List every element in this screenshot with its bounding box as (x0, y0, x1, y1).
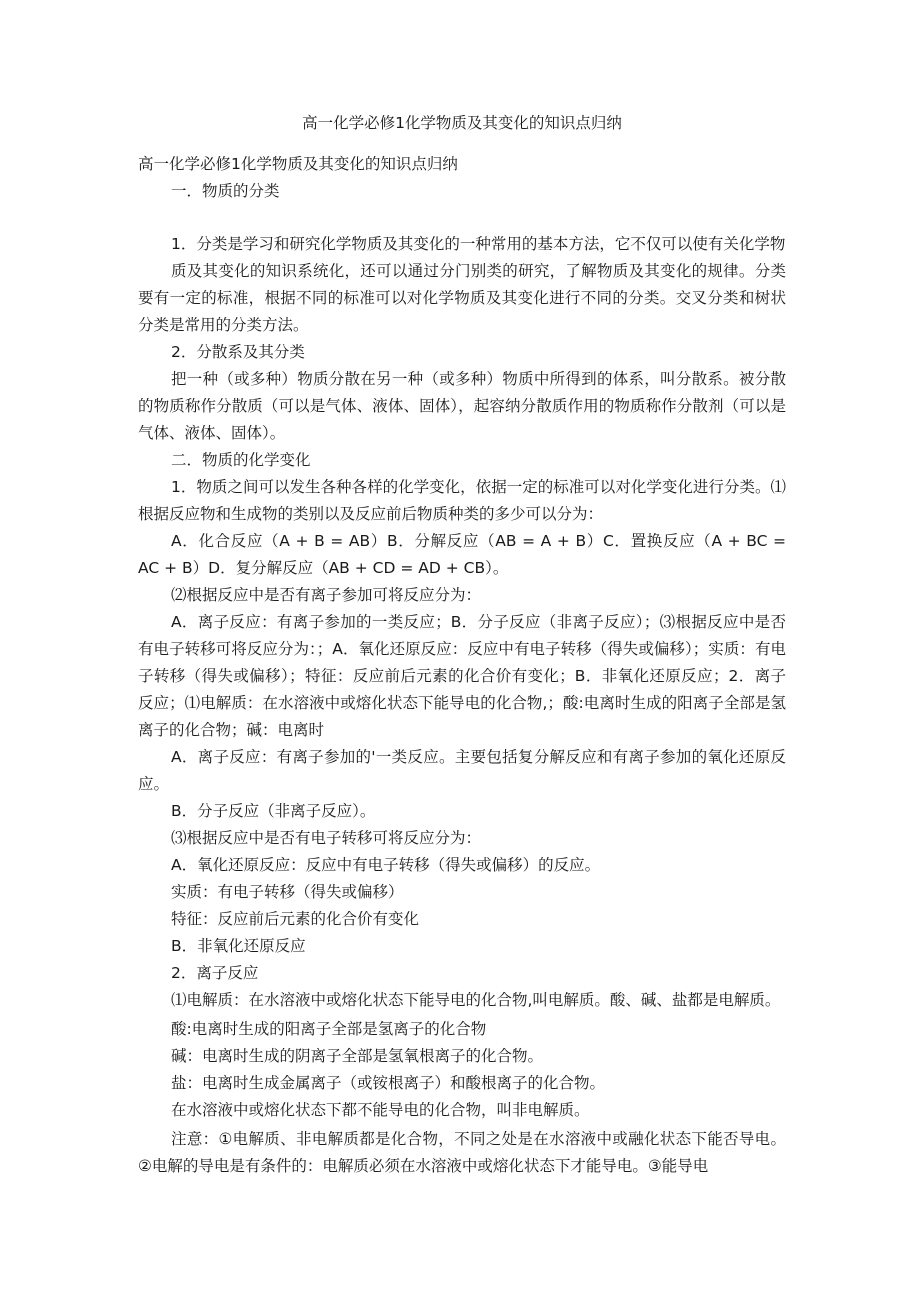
paragraph: 特征：反应前后元素的化合价有变化 (171, 910, 420, 928)
paragraph: A．离子反应：有离子参加的'一类反应。主要包括复分解反应和有离子参加的氧化还原反应。 (138, 748, 786, 793)
paragraph: 1．分类是学习和研究化学物质及其变化的一种常用的基本方法，它不仅可以使有关化学物 (171, 235, 786, 253)
paragraph: 一．物质的分类 (171, 182, 280, 200)
paragraph: 二．物质的化学变化 (171, 451, 311, 469)
paragraph: ⑶根据反应中是否有电子转移可将反应分为： (171, 829, 482, 847)
paragraph: ⑵根据反应中是否有离子参加可将反应分为： (171, 586, 482, 604)
paragraph: 2．分散系及其分类 (171, 343, 305, 361)
paragraph: 注意：①电解质、非电解质都是化合物，不同之处是在水溶液中或融化状态下能否导电。②电解的导电是有条件的：电解质必须在水溶液中或熔化状态下才能导电。③能导电 (138, 1130, 786, 1175)
paragraph: A．离子反应：有离子参加的一类反应；B．分子反应（非离子反应）；⑶根据反应中是否有电子转移可将反应分为：；A．氧化还原反应：反应中有电子转移（得失或偏移）；实质：有电子转移（得失或偏移）；特征：反应前后元素的化合价有变化；B．非氧化还原反应；2．离子反应；⑴电解质：在水溶液中或熔化状态下能导电的化合物,；酸:电离时生成的阳离子全部是氢离子的化合物；碱：电离时 (138, 613, 786, 739)
document-body (138, 151, 786, 1180)
paragraph: 1．物质之间可以发生各种各样的化学变化，依据一定的标准可以对化学变化进行分类。⑴根据反应物和生成物的类别以及反应前后物质种类的多少可以分为： (138, 478, 786, 523)
paragraph: ⑴电解质：在水溶液中或熔化状态下能导电的化合物,叫电解质。酸、碱、盐都是电解质。 (171, 991, 781, 1009)
paragraph: 实质：有电子转移（得失或偏移） (171, 883, 404, 901)
paragraph: 酸:电离时生成的阳离子全部是氢离子的化合物 (171, 1020, 487, 1038)
document-title: 高一化学必修1化学物质及其变化的知识点归纳 (302, 114, 622, 132)
paragraph: B．分子反应（非离子反应）。 (171, 802, 376, 820)
paragraph: A．化合反应（A + B = AB）B．分解反应（AB = A + B）C．置换反应（A + BC = AC + B）D．复分解反应（AB + CD = AD + CB）。 (138, 532, 786, 577)
paragraph: 碱：电离时生成的阴离子全部是氢氧根离子的化合物。 (171, 1047, 544, 1065)
paragraph: A．氧化还原反应：反应中有电子转移（得失或偏移）的反应。 (171, 856, 601, 874)
paragraph: 2．离子反应 (171, 964, 259, 982)
paragraph: 质及其变化的知识系统化，还可以通过分门别类的研究，了解物质及其变化的规律。分类要有一定的标准，根据不同的标准可以对化学物质及其变化进行不同的分类。交叉分类和树状分类是常用的分类方法。 (138, 262, 786, 334)
paragraph: 在水溶液中或熔化状态下都不能导电的化合物，叫非电解质。 (171, 1101, 590, 1119)
document-page (138, 110, 786, 1180)
paragraph: 把一种（或多种）物质分散在另一种（或多种）物质中所得到的体系，叫分散系。被分散的物质称作分散质（可以是气体、液体、固体），起容纳分散质作用的物质称作分散剂（可以是气体、液体、固体）。 (138, 370, 786, 442)
paragraph: 高一化学必修1化学物质及其变化的知识点归纳 (138, 155, 458, 173)
paragraph: B．非氧化还原反应 (171, 937, 306, 955)
paragraph: 盐：电离时生成金属离子（或铵根离子）和酸根离子的化合物。 (171, 1074, 606, 1092)
